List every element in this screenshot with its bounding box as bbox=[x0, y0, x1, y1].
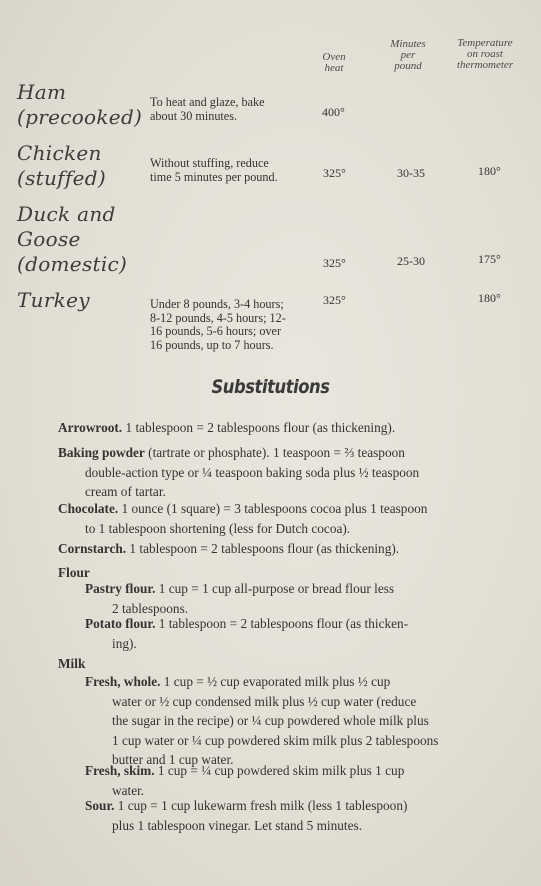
duck-goose-minutes-per-pound: 25-30 bbox=[397, 254, 425, 268]
chicken-minutes-per-pound: 30-35 bbox=[397, 166, 425, 180]
substitution-pastry-flour: Pastry flour. 1 cup = 1 cup all-purpose or bread flour less 2 tablespoons. bbox=[85, 581, 395, 616]
flour-heading: Flour bbox=[58, 565, 90, 580]
substitution-fresh-skim-milk: Fresh, skim. 1 cup = ¼ cup powdered skim milk plus 1 cup water. bbox=[85, 763, 405, 798]
substitution-chocolate: Chocolate. 1 ounce (1 square) = 3 tablespoons cocoa plus 1 teaspoon to 1 tablespoon shortening (less for Dutch cocoa). bbox=[58, 501, 428, 536]
turkey-thermometer-temp: 180° bbox=[478, 291, 501, 305]
turkey-label: Turkey bbox=[17, 288, 90, 312]
duck-goose-thermometer-temp: 175° bbox=[478, 252, 501, 266]
substitution-potato-flour: Potato flour. 1 tablespoon = 2 tablespoons flour (as thicken- ing). bbox=[85, 616, 409, 651]
substitutions-title: Substitutions bbox=[211, 376, 330, 398]
substitution-cornstarch: Cornstarch. 1 tablespoon = 2 tablespoons flour (as thickening). bbox=[58, 541, 400, 556]
turkey-oven-heat: 325° bbox=[323, 293, 346, 307]
thermometer-header: Temperature on roast thermometer bbox=[456, 37, 514, 71]
substitution-sour-milk: Sour. 1 cup = 1 cup lukewarm fresh milk (less 1 tablespoon) plus 1 tablespoon vinegar. Let stand 5 minutes. bbox=[85, 798, 408, 833]
turkey-description: Under 8 pounds, 3-4 hours; 8-12 pounds, 4-5 hours; 12- 16 pounds, 5-6 hours; over 16 pounds, up to 7 hours. bbox=[150, 297, 286, 352]
minutes-per-pound-header: Minutes per pound bbox=[390, 38, 426, 72]
duck-goose-oven-heat: 325° bbox=[323, 256, 346, 270]
substitution-arrowroot: Arrowroot. 1 tablespoon = 2 tablespoons flour (as thickening). bbox=[58, 420, 396, 435]
substitution-fresh-whole-milk: Fresh, whole. 1 cup = ½ cup evaporated milk plus ½ cup water or ½ cup condensed milk plus ½ cup water (reduce the sugar in the recipe) or ¼ cup powdered whole milk plus 1 cup water or ¼ cup powdered skim milk plus 2 tablespoons butter and 1 cup water. bbox=[85, 674, 439, 767]
oven-heat-header: Oven heat bbox=[322, 51, 346, 74]
chicken-oven-heat: 325° bbox=[323, 166, 346, 180]
chicken-thermometer-temp: 180° bbox=[478, 164, 501, 178]
milk-heading: Milk bbox=[58, 656, 86, 671]
chicken-description: Without stuffing, reduce time 5 minutes per pound. bbox=[150, 156, 278, 184]
ham-oven-heat: 400° bbox=[322, 105, 345, 119]
ham-description: To heat and glaze, bake about 30 minutes. bbox=[150, 95, 265, 123]
chicken-label: Chicken (stuffed) bbox=[17, 141, 106, 190]
substitution-baking-powder: Baking powder (tartrate or phosphate). 1 teaspoon = ⅔ teaspoon double-action type or ¼ teaspoon baking soda plus ½ teaspoon cream of tartar. bbox=[58, 445, 420, 499]
duck-goose-label: Duck and Goose (domestic) bbox=[17, 202, 128, 276]
ham-label: Ham (precooked) bbox=[17, 80, 143, 129]
